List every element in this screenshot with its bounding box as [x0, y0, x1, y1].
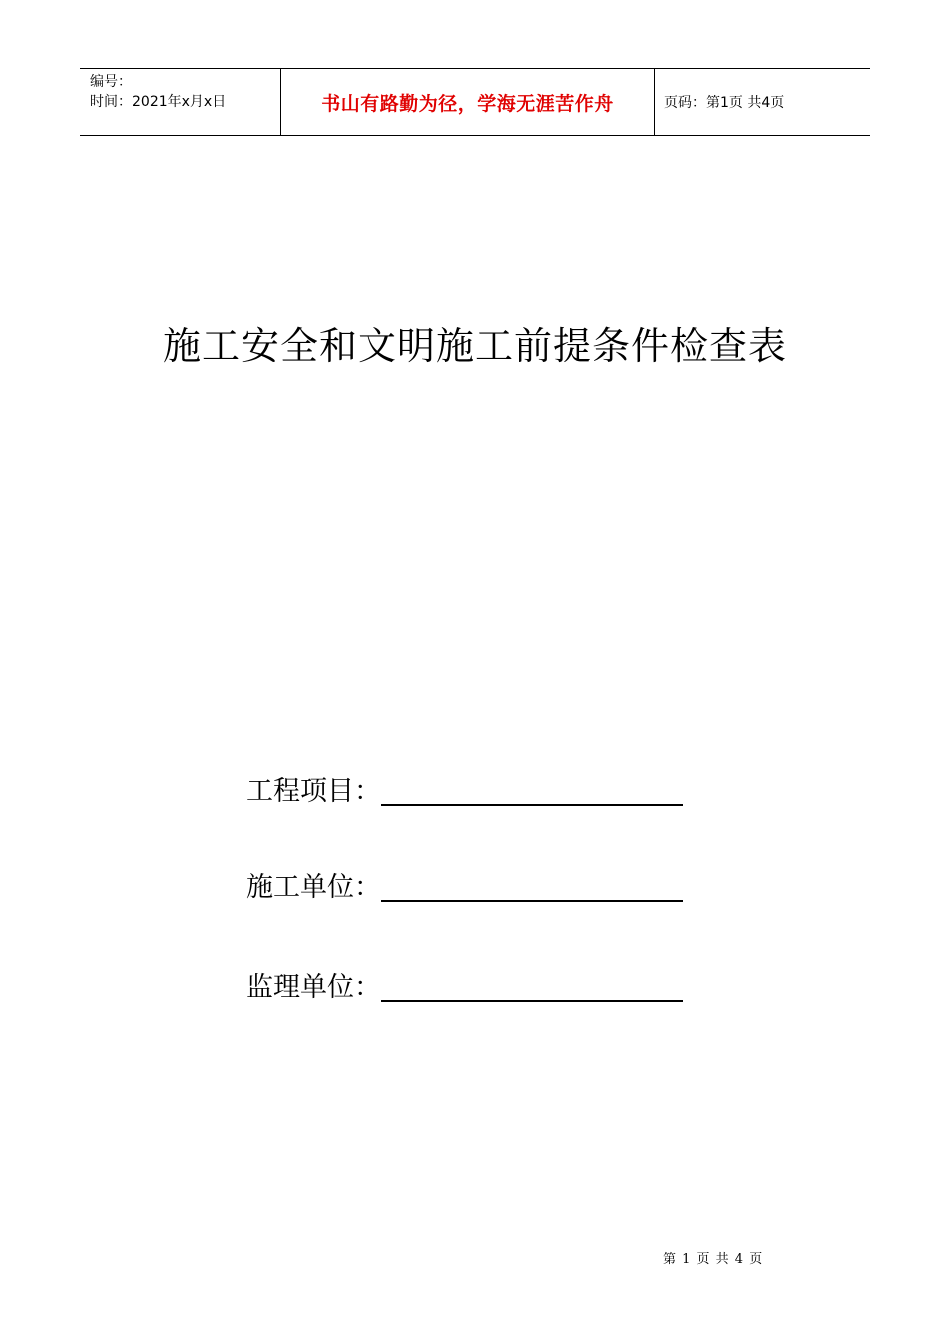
header-motto: 书山有路勤为径，学海无涯苦作舟	[321, 92, 614, 115]
page-footer: 第 1 页 共 4 页	[663, 1252, 764, 1267]
document-date: 时间：2021年x月x日	[90, 94, 227, 110]
header-motto-cell	[281, 69, 655, 135]
header-meta-cell	[80, 69, 281, 135]
field-contractor-blank[interactable]	[381, 900, 683, 902]
field-project-label: 工程项目：	[246, 776, 381, 807]
document-number-label: 编号：	[90, 74, 132, 90]
header-page-info: 页码：第1页 共4页	[664, 95, 785, 111]
page-header	[80, 68, 870, 136]
document-title: 施工安全和文明施工前提条件检查表	[162, 324, 787, 368]
field-supervisor-blank[interactable]	[381, 1000, 683, 1002]
field-supervisor	[246, 966, 683, 1006]
field-contractor-label: 施工单位：	[246, 872, 381, 903]
field-contractor	[246, 866, 683, 906]
field-supervisor-label: 监理单位：	[246, 972, 381, 1003]
field-project-blank[interactable]	[381, 804, 683, 806]
field-project	[246, 770, 683, 810]
header-page-cell	[655, 69, 870, 135]
